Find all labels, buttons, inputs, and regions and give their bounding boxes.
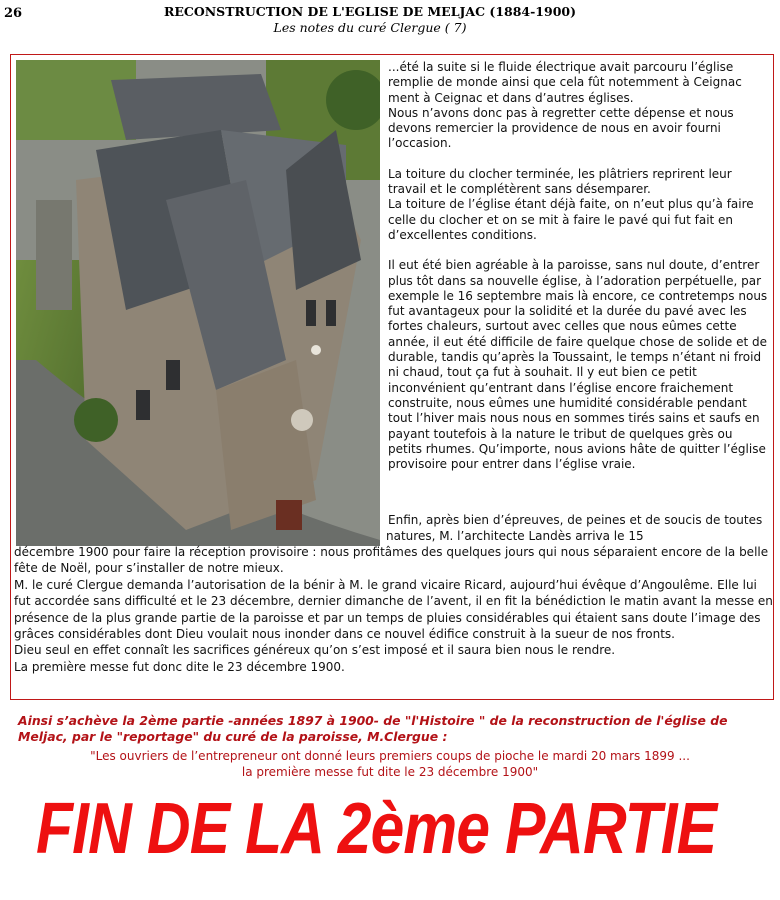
page-title: RECONSTRUCTION DE L'EGLISE DE MELJAC (1884-1900) — [163, 4, 577, 19]
church-aerial-photo — [16, 60, 380, 546]
quote-line: la première messe fut dite le 23 décembre 1900" — [241, 765, 539, 779]
page-number: 26 — [4, 6, 23, 21]
paragraph: La première messe fut donc dite le 23 décembre 1900. — [14, 659, 345, 674]
paragraph: Nous n’avons donc pas à regretter cette dépense et nous devons remercier la providence de nous en avoir fourni l’occasion. — [388, 105, 734, 151]
quote-block — [40, 748, 740, 780]
page-subtitle: Les notes du curé Clergue ( 7) — [273, 20, 467, 35]
quote-line: "Les ouvriers de l’entrepreneur ont donné leurs premiers coups de pioche le mardi 20 mars 1899 ... — [90, 749, 690, 763]
paragraph: Dieu seul en effet connaît les sacrifices généreux qu’on s’est imposé et il saura bien nous le rendre. — [14, 643, 616, 658]
paragraph: La toiture du clocher terminée, les plâtriers reprirent leur travail et le complétèrent sans désemparer. — [388, 166, 732, 197]
paragraph: décembre 1900 pour faire la réception provisoire : nous profitâmes des quelques jours qui nous séparaient encore de la belle fête de Noël, pour s’installer de notre mieux. — [14, 545, 769, 576]
paragraph-start: Enfin, après bien d’épreuves, de peines et de soucis de toutes natures, M. l’architecte Landès arriva le 15 — [386, 513, 763, 544]
paragraph: ...été la suite si le fluide électrique avait parcouru l’église remplie de monde ainsi que cela fût notemment à Ceignac ment à Ceignac et dans d’autres églises. — [388, 60, 742, 105]
paragraph: La toiture de l’église étant déjà faite, on n’eut plus qu’à faire celle du clocher et on se mit à faire le pavé qui fut fait en d’excellentes conditions. — [388, 197, 754, 242]
article-column-text — [388, 60, 768, 472]
paragraph: M. le curé Clergue demanda l’autorisation de la bénir à M. le grand vicaire Ricard, aujourd’hui évêque d’Angoulême. Elle lui fut accordée sans difficulté et le 23 décembre, dernier dimanche de l’avent, il en fit la bénédiction le matin avant la messe en présence de la plus grande partie de la paroisse et par un temps de pluies considérables qui étaient sans doute l’image des grâces considérables dont Dieu voulait nous inonder dans ce nouvel édifice construit à la sueur de nos fronts. — [14, 577, 773, 642]
summary-text: Ainsi s’achève la 2ème partie -années 1897 à 1900- de "l'Histoire " de la reconstruction de l'église de Meljac, par le "reportage" du curé de la paroisse, M.Clergue : — [18, 713, 728, 744]
article-full-width-text — [14, 544, 774, 675]
end-banner: FIN DE LA 2ème PARTIE — [36, 789, 717, 869]
paragraph: Il eut été bien agréable à la paroisse, sans nul doute, d’entrer plus tôt dans sa nouvelle église, à l’adoration perpétuelle, par exemple le 16 septembre mais là encore, ce contretemps nous fut avantageux pour la solidité et la durée du pavé avec les fortes chaleurs, surtout avec celles que nous eûmes cette année, il eut été difficile de faire quelque chose de solide et de durable, tandis qu’après la Toussaint, le temps n’étant ni froid ni chaud, tout ça fut à souhait. Il y eut bien ce petit inconvénient qu’entrant dans l’église encore fraichement construite, nous eûmes une humidité considérable pendant tout l’hiver mais nous nous en sommes tirés sains et saufs en payant toutefois à la nature le tribut de quelques grès ou petits rhumes. Qu’importe, nous avions hâte de quitter l’église provisoire pour entrer dans l’église vraie. — [388, 258, 768, 472]
